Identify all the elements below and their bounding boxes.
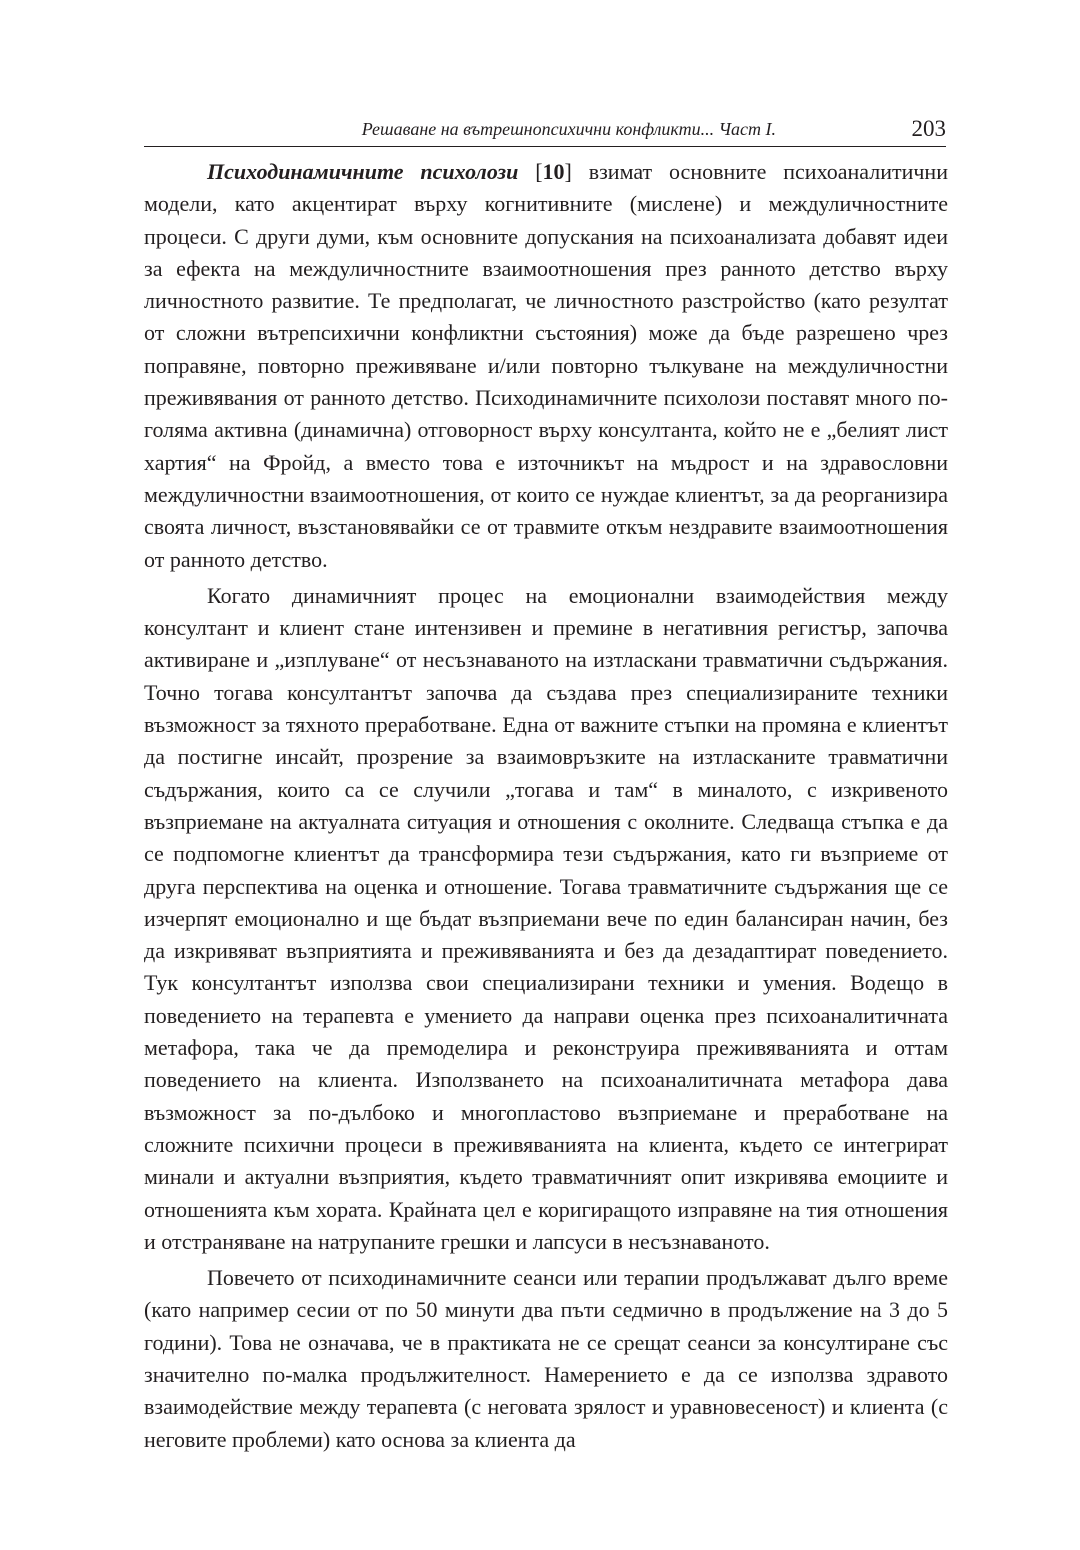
body-text [144,156,948,1456]
page-number: 203 [911,116,946,141]
page-header [144,112,946,147]
citation-open: [ [518,159,543,184]
paragraph-3-text: Повечето от психодинамичните сеанси или терапии продължават дълго време (като например сесии от по 50 минути два пъти седмично в продължение на 3 до 5 години). Това не означава, че в практиката не се срещат сеанси за консултиране със значително по-малка продължителност. Намерението е да се използва здравото взаимодействие между терапевта (с неговата зрялост и уравновесеност) и клиента (с неговите проблеми) като основа за клиента да [144,1265,948,1452]
paragraph-3 [144,1262,948,1456]
lead-term: Психодинамичните психолози [207,159,519,184]
paragraph-1-text: взимат основните психоаналитични модели, като акцентират върху когнитивните (мислене) и междуличностните процеси. С други думи, към основните допускания на психоанализата добавят идеи за ефекта на междуличностните взаимоотношения през ранното детство върху личностното развитие. Те предполагат, че личностното разстройство (като резултат от сложни вътрепсихични конфликтни състояния) може да бъде разрешено чрез поправяне, повторно преживяване и/или повторно тълкуване на междуличностни преживявания от ранното детство. Психодинамичните психолози поставят много по-голяма активна (динамична) отговорност върху консултанта, който не е „белият лист хартия“ на Фройд, а вместо това е източникът на мъдрост и на здравословни междуличностни взаимоотношения, от които се нуждае клиентът, за да реорганизира своята личност, възстановявайки се от травмите откъм нездравите взаимоотношения от ранното детство. [144,159,948,572]
paragraph-2-text: Когато динамичният процес на емоционални взаимодействия между консултант и клиент стане интензивен и премине в негативния регистър, започва активиране и „изплуване“ от несъзнаваното на изтласкани травматични съдържания. Точно тогава консултантът започва да създава през специализираните техники възможност за тяхното преработване. Една от важните стъпки на промяна е клиентът да постигне инсайт, прозрение за взаимовръзките на изтласканите травматични съдържания, които са се случили „тогава и там“ в миналото, с изкривеното възприемане на актуалната ситуация и отношения с околните. Следваща стъпка е да се подпомогне клиентът да трансформира тези съдържания, като ги възприеме от друга перспектива на оценка и отношение. Тогава травматичните съдържания ще се изчерпят емоционално и ще бъдат възприемани вече по един балансиран начин, без да изкривяват възприятията и преживяванията и без да дезадаптират поведението. Тук консултантът използва свои специализирани техники и умения. Водещо в поведението на терапевта е умението да направи оценка през психоаналитичната метафора, така че да премоделира и реконструира преживяванията и оттам поведението на клиента. Използването на психоаналитичната метафора дава възможност за по-дълбоко и многопластово възприемане и преработване на сложните психични процеси в преживяванията на клиента, където се интегрират минали и актуални възприятия, където травматичният опит изкривява емоциите и отношенията към хората. Крайната цел е коригиращото изправяне на тия отношения и отстраняване на натрупаните грешки и лапсуси в несъзнаваното. [144,582,948,1254]
citation-number: 10 [542,159,565,184]
citation-close: ] [564,159,589,184]
paragraph-1 [144,156,948,576]
paragraph-2 [144,580,948,1258]
running-title: Решаване на вътрешнопсихични конфликти... Част I. [361,119,776,139]
